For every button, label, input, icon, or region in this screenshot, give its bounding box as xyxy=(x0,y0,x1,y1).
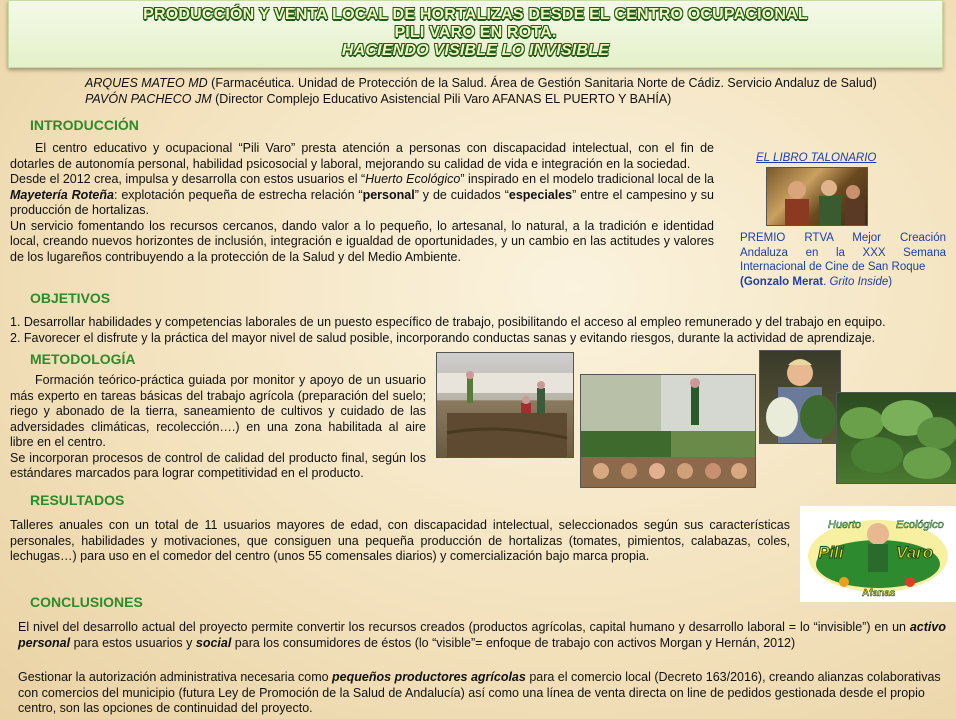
logo-image xyxy=(800,506,956,602)
author-1 xyxy=(85,75,877,91)
credit-close: ) xyxy=(888,275,893,288)
intro-p2-text: Desde el 2012 crea, impulsa y desarrolla con estos usuarios el “ xyxy=(10,172,366,186)
methodology-paragraph-1: Formación teórico-práctica guiada por monitor y apoyo de un usuario más experto en tareas básicas del trabajo agrícola (preparación del suelo; riego y abonado de la tierra, saneamiento de cultivos y cuidado de las adversidades climáticas, recolección….) en una zona habilitada al aire libre en el centro. xyxy=(10,373,426,449)
logo-word-right: Varo xyxy=(896,543,934,562)
intro-heading: INTRODUCCIÓN xyxy=(30,117,139,133)
intro-p2-personal: personal xyxy=(362,187,415,202)
objectives-list xyxy=(10,315,950,346)
conclusions-paragraph-1 xyxy=(18,620,946,651)
intro-p2-text: : explotación pequeña de estrecha relación “ xyxy=(113,187,363,202)
methodology-paragraph-2: Se incorporan procesos de control de calidad del producto final, según los estándares marcados para lograr competitividad en el producto. xyxy=(10,450,426,480)
title-line-2: PILI VARO EN ROTA. xyxy=(394,24,557,41)
title-line-1: PRODUCCIÓN Y VENTA LOCAL DE HORTALIZAS DESDE EL CENTRO OCUPACIONAL xyxy=(143,6,808,23)
intro-paragraph-1: El centro educativo y ocupacional “Pili Varo” presta atención a personas con discapacidad intelectual, con el fin de dotarles de autonomía personal, habilidad psicosocial y laboral, mejorando su calidad de vida e integración en la sociedad. xyxy=(10,141,714,171)
garden-collage-image xyxy=(581,375,755,487)
award-text: PREMIO RTVA Mejor Creación Andaluza en la XXX Semana Internacional de Cine de San Roque xyxy=(740,232,946,273)
conclusions-paragraph-2 xyxy=(18,670,946,717)
logo-arc-left: Huerto xyxy=(828,519,862,531)
methodology-body xyxy=(10,373,426,482)
film-still-photo xyxy=(766,167,868,226)
conclusions-p1-text: El nivel del desarrollo actual del proyecto permite convertir los recursos creados (productos agrícolas, capital humano y desarrollo laboral = lo “invisible”) en un xyxy=(18,620,910,634)
author-1-name: ARQUES MATEO MD xyxy=(85,76,208,90)
intro-p2-text: ” y de cuidados “ xyxy=(414,187,509,202)
garden-work-image xyxy=(437,353,573,457)
lettuce-image xyxy=(837,393,956,483)
logo-bottom: Afanas xyxy=(862,588,896,599)
conclusions-activo-personal: activo personal xyxy=(18,620,946,650)
intro-p2-text: ” entre el campesino y su producción de hortalizas. xyxy=(10,187,714,217)
objectives-heading: OBJETIVOS xyxy=(30,290,111,306)
intro-p2-text: ” inspirado en el modelo tradicional local de la xyxy=(460,172,714,186)
intro-p2-huerto: Huerto Ecológico xyxy=(365,172,461,186)
award-credit xyxy=(740,275,946,290)
author-1-affiliation: (Farmacéutica. Unidad de Protección de la Salud. Área de Gestión Sanitaria Norte de Cádiz. Servicio Andaluz de Salud) xyxy=(207,76,877,90)
conclusions-p2-text: Gestionar la autorización administrativa necesaria como xyxy=(18,670,333,684)
film-still-image xyxy=(767,168,867,225)
garden-collage-photo xyxy=(580,374,756,488)
credit-author: (Gonzalo Merat xyxy=(740,275,824,288)
results-heading: RESULTADOS xyxy=(30,492,125,508)
huerto-ecologico-logo xyxy=(800,506,956,602)
conclusions-p2-text: para el comercio local (Decreto 163/2016), creando alianzas colaborativas con comercios del municipio (futura Ley de Promoción de la Salud de Andalucía) así como una línea de venta directa on line de pedidos gestionada desde el propio centro, son las opciones de continuidad del proyecto. xyxy=(18,670,941,715)
lettuce-photo xyxy=(836,392,956,484)
intro-p2-especiales: especiales xyxy=(508,187,573,202)
author-2 xyxy=(85,91,877,107)
intro-body xyxy=(10,141,714,265)
author-2-name: PAVÓN PACHECO JM xyxy=(85,92,212,106)
author-2-affiliation: (Director Complejo Educativo Asistencial Pili Varo AFANAS EL PUERTO Y BAHÍA) xyxy=(211,92,672,106)
conclusions-p1-text: para los consumidores de éstos (lo “visible”= enfoque de trabajo con activos Morgan y Hernán, 2012) xyxy=(231,635,796,650)
title-banner xyxy=(8,0,943,68)
objective-1: 1. Desarrollar habilidades y competencias laborales de un puesto específico de trabajo, posibilitando el acceso al empleo remunerado y del trabajo en equipo. xyxy=(10,315,886,329)
objective-2: 2. Favorecer el disfrute y la práctica del mayor nivel de salud posible, incorporando conductas sanas y evitando riesgos, durante la actividad de aprendizaje. xyxy=(10,330,876,345)
logo-word-left: Pili xyxy=(818,543,844,562)
title-line-3: HACIENDO VISIBLE LO INVISIBLE xyxy=(341,42,610,59)
methodology-heading: METODOLOGÍA xyxy=(30,351,136,367)
conclusions-heading: CONCLUSIONES xyxy=(30,594,143,610)
authors-block xyxy=(85,75,877,107)
garden-work-photo xyxy=(436,352,574,458)
credit-producer: Grito Inside xyxy=(829,275,889,288)
credit-sep: . xyxy=(823,275,830,288)
conclusions-social: social xyxy=(195,635,232,650)
intro-paragraph-3: Un servicio fomentando los recursos cercanos, dando valor a lo pequeño, lo artesanal, lo natural, a la tradición e identidad local, creando nuevos horizontes de inclusión, integración e igualdad de oportunidades, y un cambio en las actitudes y valores de los lugareños contribuyendo a la protección de la Salud y del Medio Ambiente. xyxy=(10,218,714,264)
pumpkin-holder-image xyxy=(760,351,840,443)
pumpkin-holder-photo xyxy=(759,350,841,444)
award-caption xyxy=(740,231,946,289)
intro-p2-mayeteria: Mayetería Roteña xyxy=(10,187,114,202)
conclusions-pequenos-productores: pequeños productores agrícolas xyxy=(332,670,526,684)
results-paragraph: Talleres anuales con un total de 11 usuarios mayores de edad, con discapacidad intelectual, seleccionados según sus características personales, habilidades y motivaciones, que consiguen una pequeña producción de hortalizas (tomates, pimientos, calabazas, coles, lechugas…) para uso en el comedor del centro (unos 55 comensales diarios) y comercialización bajo marca propia. xyxy=(10,518,790,563)
conclusions-p1-text: para estos usuarios y xyxy=(70,635,196,650)
intro-paragraph-2 xyxy=(10,172,714,219)
libro-talonario-link[interactable]: EL LIBRO TALONARIO xyxy=(756,152,877,164)
logo-arc-right: Ecológico xyxy=(896,519,944,531)
